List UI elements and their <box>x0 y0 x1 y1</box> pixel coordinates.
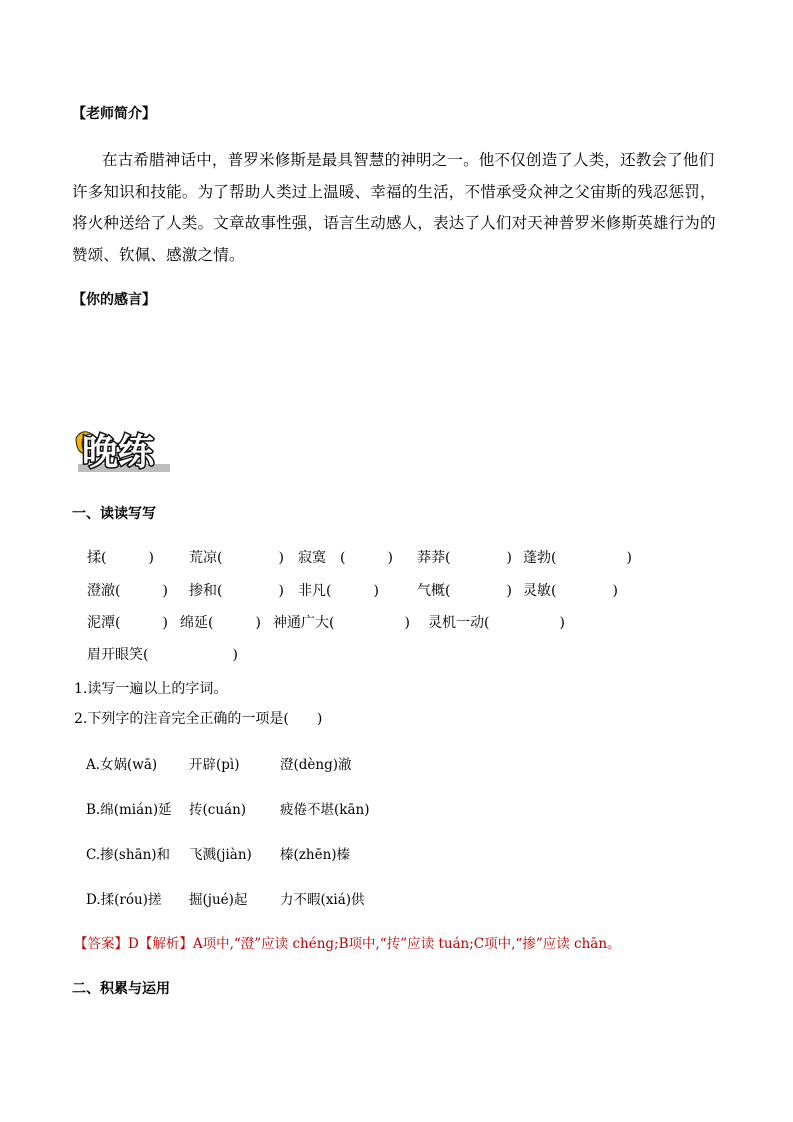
intro-line-1: 在古希腊神话中，普罗米修斯是最具智慧的神明之一。他不仅创造了人类，还教会了他们 <box>102 151 715 169</box>
section2-heading: 二、积累与运用 <box>72 981 170 997</box>
word-jimo: 寂寞 ( ) <box>298 550 393 566</box>
word-lingji: 灵机一动( ) <box>428 615 565 631</box>
word-huangliang: 荒凉( ) <box>189 550 284 566</box>
question-1: 1.读写一遍以上的字词。 <box>74 681 228 697</box>
word-chanhuo: 掺和( ) <box>189 583 284 599</box>
intro-line-4: 赞颂、钦佩、感激之情。 <box>72 246 245 264</box>
option-a-2: 开辟(pì) <box>189 757 240 773</box>
intro-line-3: 将火种送给了人类。文章故事性强，语言生动感人，表达了人们对天神普罗米修斯英雄行为的 <box>72 214 716 232</box>
word-rou: 揉( ) <box>87 550 154 566</box>
word-nitan: 泥潭( ) <box>87 615 168 631</box>
your-thoughts-heading: 【你的感言】 <box>72 292 156 308</box>
word-meikai: 眉开眼笑( ) <box>87 647 238 663</box>
evening-practice-logo <box>70 420 174 476</box>
section1-heading: 一、读读写写 <box>72 506 156 522</box>
option-a-1: A.女娲(wā) <box>86 757 158 773</box>
question-2: 2.下列字的注音完全正确的一项是( ) <box>74 711 323 727</box>
word-qigai: 气概( ) <box>417 583 512 599</box>
word-mangmang: 莽莽( ) <box>417 550 512 566</box>
intro-line-2: 许多知识和技能。为了帮助人类过上温暖、幸福的生活，不惜承受众神之父宙斯的残忍惩罚， <box>72 183 716 201</box>
option-c-2: 飞溅(jiàn) <box>189 847 252 863</box>
teacher-intro-heading: 【老师简介】 <box>72 106 156 122</box>
option-b-3: 疲倦不堪(kān) <box>280 802 370 818</box>
option-d-2: 掘(jué)起 <box>189 892 248 908</box>
option-c-3: 榛(zhēn)榛 <box>280 847 351 863</box>
word-mianyan: 绵延( ) <box>180 615 261 631</box>
option-c-1: C.掺(shān)和 <box>86 847 171 863</box>
answer-explanation: 【答案】D【解析】A项中,“澄”应读 chéng;B项中,“抟”应读 tuán;C项中,“掺”应读 chān。 <box>74 936 621 952</box>
logo-text: 晚练 <box>82 432 155 473</box>
option-b-1: B.绵(mián)延 <box>86 802 172 818</box>
word-chengche: 澄澈( ) <box>87 583 168 599</box>
word-lingmin: 灵敏( ) <box>523 583 618 599</box>
word-pengbo: 蓬勃( ) <box>523 550 632 566</box>
option-b-2: 抟(cuán) <box>189 802 247 818</box>
word-shentong: 神通广大( ) <box>273 615 410 631</box>
option-d-3: 力不暇(xiá)供 <box>280 892 365 908</box>
word-feifan: 非凡( ) <box>298 583 379 599</box>
option-d-1: D.揉(róu)搓 <box>86 892 162 908</box>
option-a-3: 澄(dèng)澈 <box>280 757 352 773</box>
